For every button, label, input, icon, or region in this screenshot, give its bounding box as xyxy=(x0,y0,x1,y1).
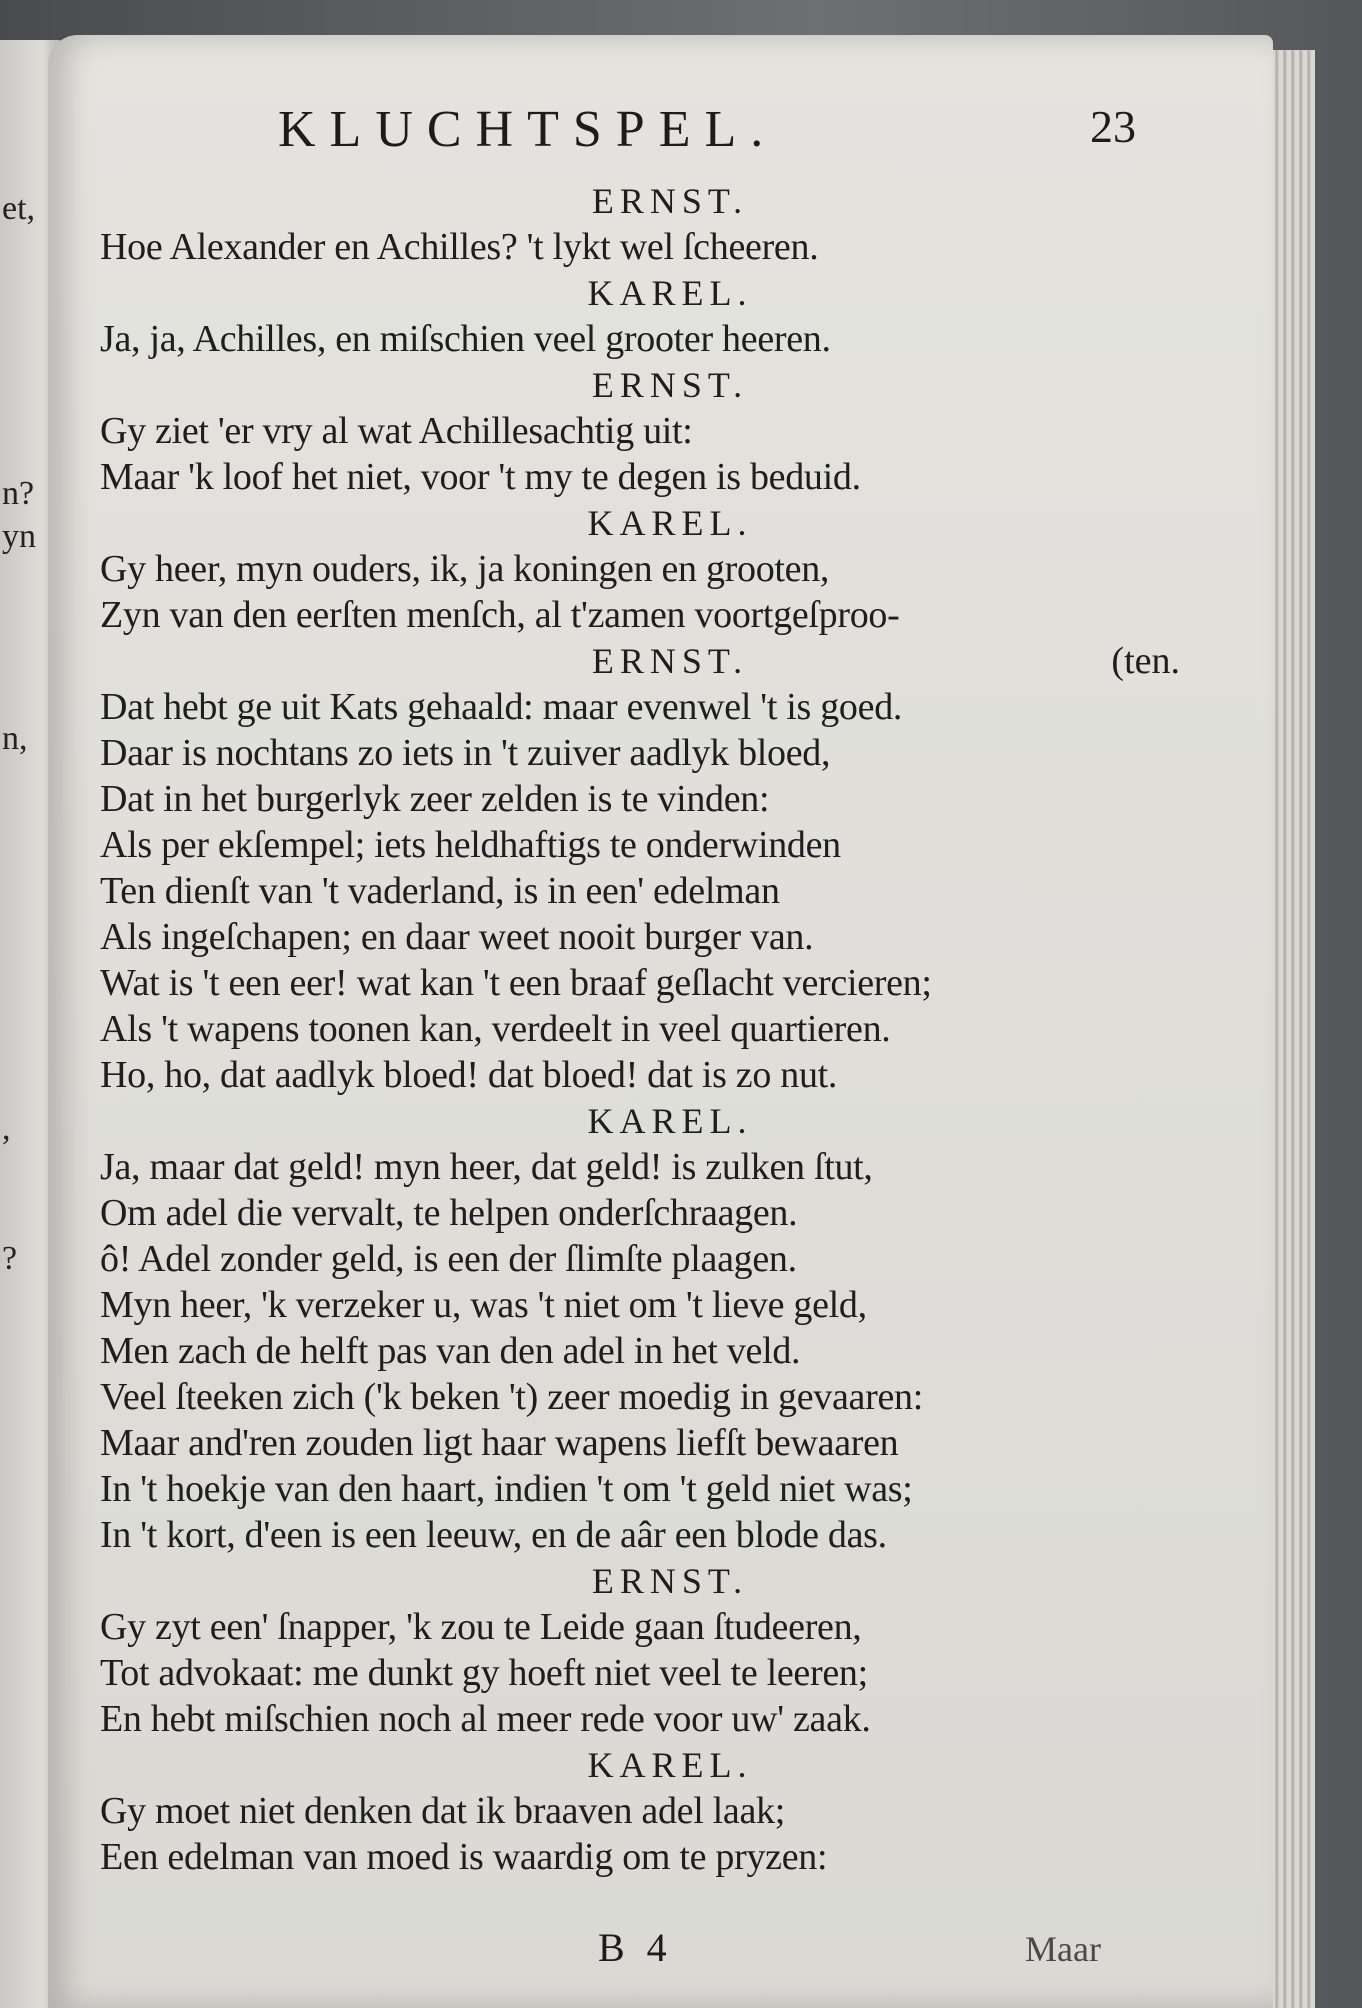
signature-mark: B 4 xyxy=(598,1925,673,1970)
speaker-label: KAREL. xyxy=(587,273,753,313)
verse-text: Als 't wapens toonen kan, verdeelt in veel quartieren. xyxy=(100,1008,891,1050)
speaker-label: KAREL. xyxy=(587,1101,753,1141)
verse-line xyxy=(100,408,1180,454)
verse-text: Hoe Alexander en Achilles? 't lykt wel ſcheeren. xyxy=(100,226,819,268)
verse-text: Een edelman van moed is waardig om te pryzen: xyxy=(100,1836,828,1878)
running-title: KLUCHTSPEL. xyxy=(278,101,778,158)
verse-text: Als ingeſchapen; en daar weet nooit burger van. xyxy=(100,916,814,958)
verse-line xyxy=(100,1236,1180,1282)
verse-text: Gy moet niet denken dat ik braaven adel laak; xyxy=(100,1790,786,1832)
speaker-name xyxy=(100,500,1180,546)
facing-page-fragment: et, xyxy=(2,190,36,227)
verse-line xyxy=(100,1512,1180,1558)
verse-text: Ho, ho, dat aadlyk bloed! dat bloed! dat is zo nut. xyxy=(100,1054,838,1096)
speaker-label: KAREL. xyxy=(587,503,753,543)
verse-line xyxy=(100,454,1180,500)
verse-text: Myn heer, 'k verzeker u, was 't niet om 't lieve geld, xyxy=(100,1284,867,1326)
speaker-name xyxy=(100,178,1180,224)
speaker-name xyxy=(100,638,1180,684)
facing-page-fragment: ? xyxy=(2,1240,18,1277)
verse-text: ô! Adel zonder geld, is een der ſlimſte plaagen. xyxy=(100,1238,797,1280)
verse-line xyxy=(100,592,1180,638)
verse-line xyxy=(100,1420,1180,1466)
verse-text: Ja, ja, Achilles, en miſschien veel grooter heeren. xyxy=(100,318,831,360)
facing-page-fragment: , xyxy=(2,1110,11,1147)
verse-line xyxy=(100,914,1180,960)
verse-line xyxy=(100,1650,1180,1696)
catchword: Maar xyxy=(1025,1929,1101,1969)
verse-text: Daar is nochtans zo iets in 't zuiver aadlyk bloed, xyxy=(100,732,831,774)
verse-text: In 't hoekje van den haart, indien 't om 't geld niet was; xyxy=(100,1468,913,1510)
verse-text: En hebt miſschien noch al meer rede voor uw' zaak. xyxy=(100,1698,871,1740)
verse-line xyxy=(100,1006,1180,1052)
verse-line xyxy=(100,730,1180,776)
verse-line xyxy=(100,1374,1180,1420)
verse-text: Wat is 't een eer! wat kan 't een braaf geſlacht vercieren; xyxy=(100,962,932,1004)
verse-text: In 't kort, d'een is een leeuw, en de aâr een blode das. xyxy=(100,1514,887,1556)
verse-text: Gy zyt een' ſnapper, 'k zou te Leide gaan ſtudeeren, xyxy=(100,1606,862,1648)
verse-text: Om adel die vervalt, te helpen onderſchraagen. xyxy=(100,1192,798,1234)
verse-text: Tot advokaat: me dunkt gy hoeft niet veel te leeren; xyxy=(100,1652,868,1694)
verse-line xyxy=(100,1282,1180,1328)
verse-line xyxy=(100,1788,1180,1834)
page-number: 23 xyxy=(1090,101,1136,152)
verse-line xyxy=(100,1190,1180,1236)
speaker-name xyxy=(100,1742,1180,1788)
speaker-label: KAREL. xyxy=(587,1745,753,1785)
verse-text: Gy heer, myn ouders, ik, ja koningen en grooten, xyxy=(100,548,830,590)
verse-line xyxy=(100,822,1180,868)
speaker-label: ERNST. xyxy=(591,365,749,405)
verse-line xyxy=(100,224,1180,270)
verse-line xyxy=(100,868,1180,914)
turnover-fragment: (ten. xyxy=(1111,640,1180,682)
verse-line xyxy=(100,1144,1180,1190)
verse-text: Ten dienſt van 't vaderland, is in een' edelman xyxy=(100,870,780,912)
verse-text: Maar 'k loof het niet, voor 't my te degen is beduid. xyxy=(100,456,861,498)
verse-text: Veel ſteeken zich ('k beken 't) zeer moedig in gevaaren: xyxy=(100,1376,923,1418)
speaker-name xyxy=(100,270,1180,316)
verse-text: Zyn van den eerſten menſch, al t'zamen voortgeſproo- xyxy=(100,594,900,636)
verse-text: Men zach de helft pas van den adel in het veld. xyxy=(100,1330,801,1372)
speaker-label: ERNST. xyxy=(591,181,749,221)
verse-line xyxy=(100,1696,1180,1742)
verse-line xyxy=(100,684,1180,730)
play-text xyxy=(100,178,1180,1880)
speaker-label: ERNST. xyxy=(591,1561,749,1601)
verse-line xyxy=(100,546,1180,592)
verse-line xyxy=(100,1328,1180,1374)
speaker-name xyxy=(100,362,1180,408)
speaker-name xyxy=(100,1558,1180,1604)
verse-line xyxy=(100,1604,1180,1650)
verse-text: Maar and'ren zouden ligt haar wapens liefſt bewaaren xyxy=(100,1422,899,1464)
verse-text: Ja, maar dat geld! myn heer, dat geld! is zulken ſtut, xyxy=(100,1146,873,1188)
verse-text: Dat hebt ge uit Kats gehaald: maar evenwel 't is goed. xyxy=(100,686,903,728)
verse-line xyxy=(100,960,1180,1006)
facing-page-fragment: n? xyxy=(2,475,35,512)
facing-page-fragment: yn xyxy=(2,518,36,555)
verse-line xyxy=(100,1834,1180,1880)
verse-text: Gy ziet 'er vry al wat Achillesachtig uit: xyxy=(100,410,693,452)
verse-line xyxy=(100,1466,1180,1512)
verse-text: Als per ekſempel; iets heldhaftigs te onderwinden xyxy=(100,824,841,866)
verse-line xyxy=(100,316,1180,362)
speaker-name xyxy=(100,1098,1180,1144)
facing-page-fragment: n, xyxy=(2,720,28,757)
speaker-label: ERNST. xyxy=(591,641,749,681)
verse-text: Dat in het burgerlyk zeer zelden is te vinden: xyxy=(100,778,770,820)
verse-line xyxy=(100,776,1180,822)
verse-line xyxy=(100,1052,1180,1098)
